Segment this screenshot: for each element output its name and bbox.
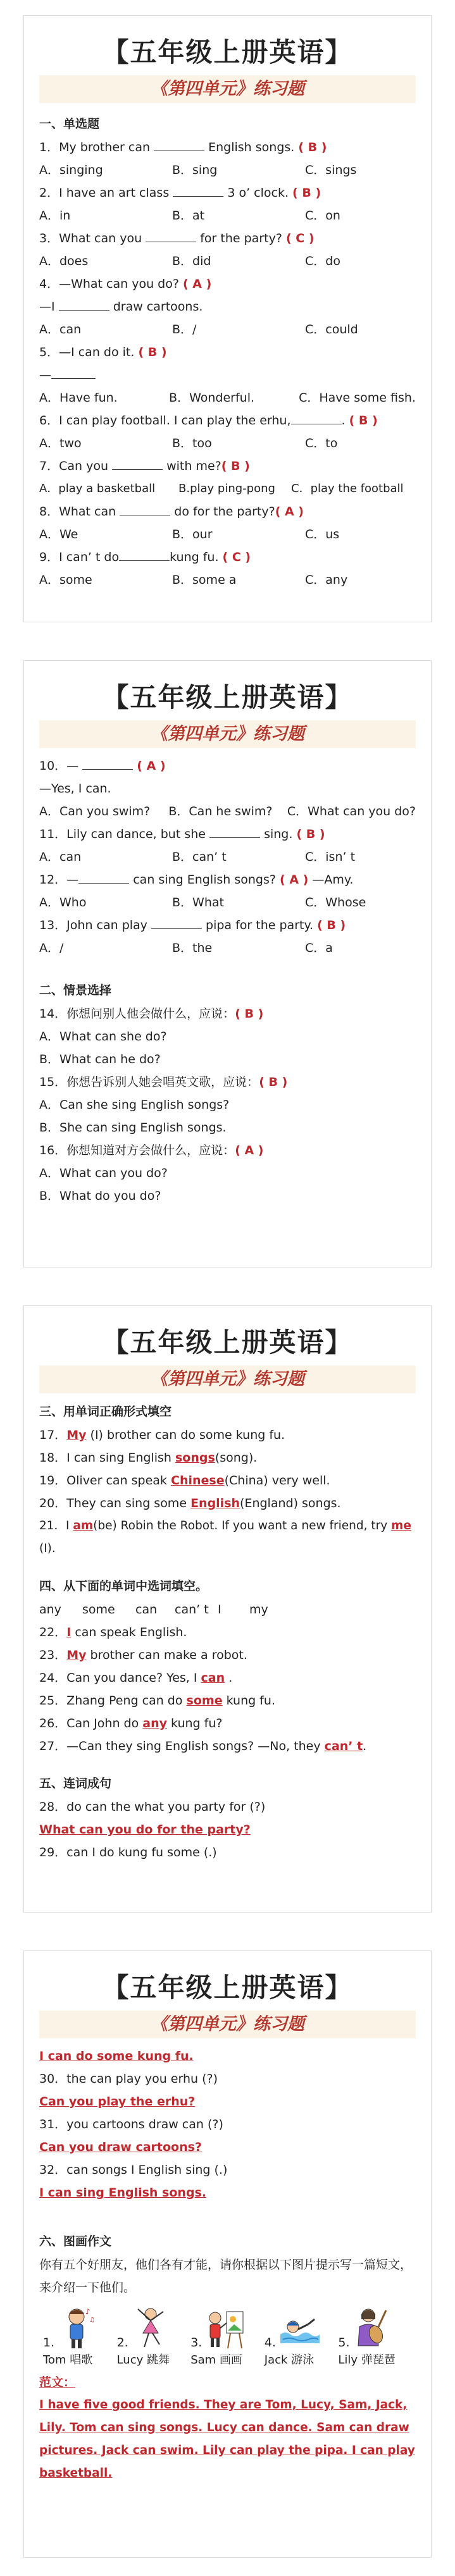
section-heading: 二、情景选择 bbox=[39, 983, 112, 997]
question-5: 5．—I can do it. ( B ) bbox=[39, 345, 167, 359]
question-10: 10．— ( A ) bbox=[39, 759, 166, 773]
answer-blank bbox=[209, 828, 260, 838]
question-8: 8．What can do for the party?( A ) bbox=[39, 505, 304, 519]
question-18: 18．I can sing English songs(song). bbox=[39, 1451, 258, 1465]
question-22: 22．I can speak English. bbox=[39, 1625, 187, 1639]
page-title: 【五年级上册英语】 bbox=[102, 682, 353, 713]
svg-text:♪: ♪ bbox=[85, 2307, 90, 2316]
answer-blank bbox=[51, 369, 96, 379]
pipa-girl-icon bbox=[353, 2305, 391, 2350]
worksheet-page-1 bbox=[23, 15, 432, 622]
filled-answer: English bbox=[190, 1496, 240, 1510]
filled-answer: My bbox=[66, 1428, 87, 1442]
section-heading: 四、从下面的单词中选词填空。 bbox=[39, 1579, 208, 1593]
filled-answer: Can you draw cartoons? bbox=[39, 2140, 202, 2154]
options: A．does B．did C．do bbox=[39, 254, 340, 268]
question-16: 16．你想知道对方会做什么，应说：( A ) bbox=[39, 1143, 264, 1157]
answer-blank bbox=[154, 141, 204, 151]
question-25: 25．Zhang Peng can do some kung fu. bbox=[39, 1694, 276, 1708]
picture-prompt-3: 3. Sam 画画 bbox=[190, 2305, 265, 2371]
question-28: 28．do can the what you party for (?) bbox=[39, 1800, 266, 1814]
option-b: B．What can he do? bbox=[39, 1052, 161, 1066]
word-bank: any some can can’ t I my bbox=[39, 1603, 268, 1617]
dancing-girl-icon bbox=[132, 2305, 170, 2350]
answer-mark: ( B ) bbox=[235, 1007, 264, 1021]
options: A．Who B．What C．Whose bbox=[39, 896, 366, 909]
answer-blank bbox=[82, 760, 133, 770]
options: A．Have fun. B．Wonderful. C．Have some fish. bbox=[39, 391, 416, 405]
question-17: 17．My (I) brother can do some kung fu. bbox=[39, 1428, 285, 1442]
question-4: 4．—What can you do? ( A ) bbox=[39, 277, 212, 291]
option-a: A．Can she sing English songs? bbox=[39, 1098, 230, 1112]
page-title: 【五年级上册英语】 bbox=[102, 37, 353, 68]
option-b: B．What do you do? bbox=[39, 1189, 161, 1203]
filled-answer: songs bbox=[175, 1451, 215, 1465]
options: A．in B．at C．on bbox=[39, 209, 340, 223]
answer-mark: ( C ) bbox=[285, 231, 315, 245]
options: A．two B．too C．to bbox=[39, 436, 338, 450]
option-a: A．What can she do? bbox=[39, 1030, 167, 1044]
answer-blank bbox=[120, 505, 170, 515]
question-14: 14．你想问别人他会做什么，应说：( B ) bbox=[39, 1007, 264, 1021]
page-subtitle: 《第四单元》练习题 bbox=[39, 1365, 416, 1393]
answer-mark: ( B ) bbox=[349, 414, 378, 428]
filled-answer: can bbox=[201, 1671, 225, 1685]
options: A．can B．can’ t C．isn’ t bbox=[39, 850, 356, 864]
section-heading: 六、图画作文 bbox=[39, 2234, 112, 2248]
question-12: 12．— can sing English songs? ( A ) —Amy. bbox=[39, 873, 354, 887]
worksheet-page-2 bbox=[23, 660, 432, 1267]
answer-mark: ( A ) bbox=[137, 759, 166, 773]
question-21: 21．I am(be) Robin the Robot. If you want a new friend, try me (I). bbox=[39, 1519, 411, 1555]
question-20: 20．They can sing some English(England) songs. bbox=[39, 1496, 341, 1510]
question-30: 30．the can play you erhu (?) bbox=[39, 2072, 218, 2086]
page-subtitle: 《第四单元》练习题 bbox=[39, 720, 416, 748]
question-2: 2．I have an art class 3 o’ clock. ( B ) bbox=[39, 186, 321, 200]
question-15: 15．你想告诉别人她会唱英文歌，应说：( B ) bbox=[39, 1075, 288, 1089]
filled-answer: I bbox=[66, 1625, 72, 1639]
answer-mark: ( C ) bbox=[222, 550, 251, 564]
question-24: 24．Can you dance? Yes, I can . bbox=[39, 1671, 233, 1685]
question-32: 32．can songs I English sing (.) bbox=[39, 2163, 228, 2177]
filled-answer: me bbox=[391, 1519, 411, 1532]
worksheet-page-4 bbox=[23, 1950, 432, 2558]
section-heading: 五、连词成句 bbox=[39, 1777, 112, 1790]
question-29: 29．can I do kung fu some (.) bbox=[39, 1846, 217, 1859]
filled-answer: any bbox=[142, 1716, 167, 1730]
singing-boy-icon bbox=[58, 2305, 96, 2350]
answer-mark: ( B ) bbox=[292, 186, 321, 200]
option-a: A．What can you do? bbox=[39, 1166, 168, 1180]
answer-blank bbox=[151, 919, 202, 929]
filled-answer: I can sing English songs. bbox=[39, 2186, 207, 2200]
question-27: 27．—Can they sing English songs? —No, they can’ t. bbox=[39, 1739, 367, 1753]
answer-mark: ( B ) bbox=[221, 459, 250, 473]
picture-prompt-1: 1. ♪ ♫ Tom 唱歌 bbox=[43, 2305, 117, 2371]
answer-blank bbox=[59, 300, 109, 311]
option-b: B．She can sing English songs. bbox=[39, 1121, 227, 1135]
filled-answer: Can you play the erhu? bbox=[39, 2095, 196, 2109]
filled-answer: I can do some kung fu. bbox=[39, 2049, 194, 2063]
question-10-reply: —Yes, I can. bbox=[39, 782, 111, 796]
answer-mark: ( A ) bbox=[183, 277, 212, 291]
answer-blank bbox=[291, 414, 342, 424]
answer-mark: ( B ) bbox=[138, 345, 167, 359]
question-19: 19．Oliver can speak Chinese(China) very well. bbox=[39, 1474, 330, 1488]
section-heading: 一、单选题 bbox=[39, 117, 100, 131]
question-23: 23．My brother can make a robot. bbox=[39, 1648, 247, 1662]
section-heading: 三、用单词正确形式填空 bbox=[39, 1405, 172, 1419]
options: A．We B．our C．us bbox=[39, 527, 340, 541]
picture-prompts bbox=[39, 2305, 416, 2371]
question-4-reply: —I draw cartoons. bbox=[39, 300, 203, 314]
question-26: 26．Can John do any kung fu? bbox=[39, 1716, 223, 1730]
page-subtitle: 《第四单元》练习题 bbox=[39, 75, 416, 103]
model-essay-label: 范文： bbox=[39, 2376, 76, 2389]
question-1: 1．My brother can English songs. ( B ) bbox=[39, 140, 327, 154]
options: A．can B．/ C．could bbox=[39, 323, 358, 336]
page-title: 【五年级上册英语】 bbox=[102, 1327, 353, 1358]
answer-mark: ( A ) bbox=[235, 1143, 264, 1157]
answer-mark: ( A ) bbox=[280, 873, 309, 887]
model-essay: I have five good friends. They are Tom, Lucy, Sam, Jack, Lily. Tom can sing songs. Lucy can dance. Sam can draw pictures. Jack can swim. Lily can play the pipa. I can play basketball. bbox=[39, 2398, 415, 2480]
options: A．some B．some a C．any bbox=[39, 573, 348, 587]
question-6: 6．I can play football. I can play the erhu, . ( B ) bbox=[39, 414, 378, 428]
question-7: 7．Can you with me?( B ) bbox=[39, 459, 250, 473]
answer-mark: ( B ) bbox=[296, 827, 325, 841]
svg-text:♫: ♫ bbox=[89, 2317, 96, 2324]
filled-answer: am bbox=[73, 1519, 94, 1532]
options: A．play a basketball B.play ping-pong C．play the football bbox=[39, 482, 404, 495]
answer-blank bbox=[112, 460, 163, 470]
picture-prompt-2: 2. Lucy 跳舞 bbox=[117, 2305, 191, 2371]
filled-answer: Chinese bbox=[171, 1474, 225, 1488]
swimming-boy-icon bbox=[279, 2305, 320, 2350]
page-subtitle: 《第四单元》练习题 bbox=[39, 2011, 416, 2038]
answer-blank bbox=[173, 187, 223, 197]
answer-mark: ( B ) bbox=[317, 918, 346, 932]
question-11: 11．Lily can dance, but she sing. ( B ) bbox=[39, 827, 325, 841]
filled-answer: What can you do for the party? bbox=[39, 1823, 251, 1837]
picture-prompt-5: 5. Lily 弹琵琶 bbox=[338, 2305, 412, 2371]
answer-blank bbox=[78, 873, 129, 884]
answer-blank bbox=[119, 551, 170, 561]
question-3: 3．What can you for the party? ( C ) bbox=[39, 231, 315, 245]
options: A．/ B．the C．a bbox=[39, 941, 333, 955]
filled-answer: can’ t bbox=[324, 1739, 363, 1753]
painting-boy-icon bbox=[205, 2305, 246, 2350]
worksheet-page-3 bbox=[23, 1305, 432, 1913]
answer-mark: ( B ) bbox=[298, 140, 327, 154]
question-9: 9．I can’ t do kung fu. ( C ) bbox=[39, 550, 251, 564]
options: A．singing B．sing C．sings bbox=[39, 163, 357, 177]
question-31: 31．you cartoons draw can (?) bbox=[39, 2117, 223, 2131]
picture-prompt-4: 4. Jack 游泳 bbox=[265, 2305, 339, 2371]
page-title: 【五年级上册英语】 bbox=[102, 1972, 353, 2003]
question-13: 13．John can play pipa for the party. ( B ) bbox=[39, 918, 346, 932]
answer-mark: ( A ) bbox=[275, 505, 304, 519]
answer-mark: ( B ) bbox=[259, 1075, 288, 1089]
question-5-reply: — bbox=[39, 364, 416, 386]
filled-answer: some bbox=[186, 1694, 223, 1708]
options: A．Can you swim? B．Can he swim? C．What can you do? bbox=[39, 804, 416, 818]
answer-blank bbox=[146, 232, 196, 242]
writing-prompt: 你有五个好朋友，他们各有才能，请你根据以下图片提示写一篇短文，来介绍一下他们。 bbox=[39, 2258, 413, 2295]
filled-answer: My bbox=[66, 1648, 87, 1662]
